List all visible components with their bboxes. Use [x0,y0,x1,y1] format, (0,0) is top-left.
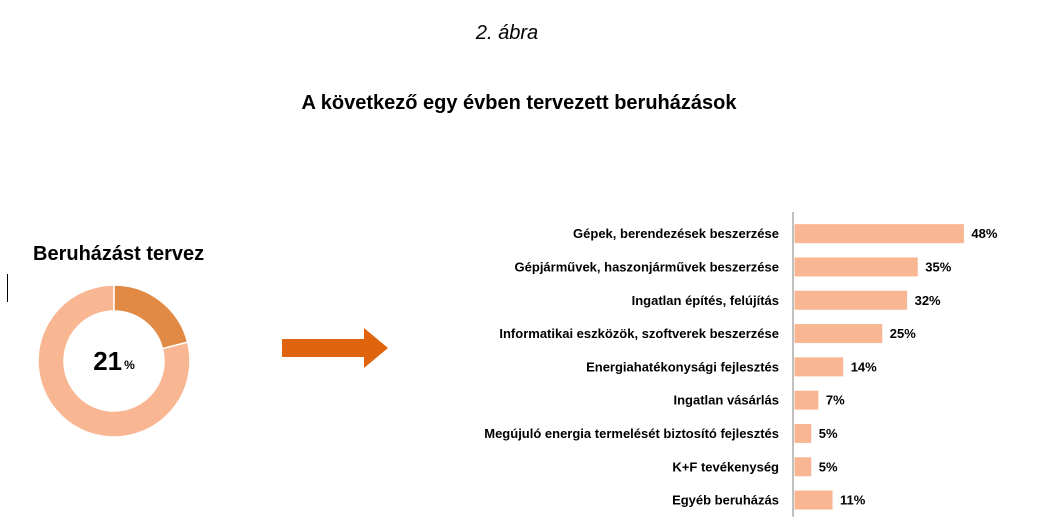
bar-chart [440,212,1040,522]
value-label-6: 5% [818,425,838,441]
right-arrow-icon [282,326,388,370]
value-label-4: 14% [850,359,877,375]
value-label-1: 35% [925,259,952,275]
donut-title: Beruházást tervez [33,243,205,265]
category-label-6: Megújuló energia termelését biztosító fejlesztés [484,425,779,441]
bar-4 [794,357,844,377]
bar-7 [794,457,812,477]
bar-1 [794,257,918,277]
arrow-shape [282,328,388,368]
text-cursor [7,274,8,302]
chart-title: A következő egy évben tervezett beruházások [301,92,737,114]
category-label-8: Egyéb beruházás [672,492,779,508]
donut-value: 21 [93,345,123,376]
arrow-svg [282,326,388,370]
figure-label: 2. ábra [475,22,539,44]
bar-2 [794,290,908,310]
donut-chart [36,283,192,439]
donut-svg [36,283,192,439]
category-label-3: Informatikai eszközök, szoftverek beszerzése [499,326,779,342]
value-label-8: 11% [840,492,866,508]
category-label-0: Gépek, berendezések beszerzése [573,226,779,242]
bar-6 [794,423,812,443]
value-label-2: 32% [914,292,941,308]
category-label-4: Energiahatékonysági fejlesztés [586,359,779,375]
value-label-3: 25% [889,326,916,342]
category-label-2: Ingatlan építés, felújítás [631,292,779,308]
donut-unit: % [124,358,135,372]
donut-segment-share [114,285,188,349]
bar-chart-svg [440,212,1040,522]
value-label-7: 5% [818,459,838,475]
bar-3 [794,324,883,344]
value-label-5: 7% [825,392,845,408]
bar-0 [794,224,964,244]
category-label-7: K+F tevékenység [672,459,779,475]
bar-8 [794,490,833,510]
category-label-1: Gépjárművek, haszonjárművek beszerzése [514,259,779,275]
category-label-5: Ingatlan vásárlás [673,392,779,408]
bar-5 [794,390,819,410]
value-label-0: 48% [971,226,998,242]
